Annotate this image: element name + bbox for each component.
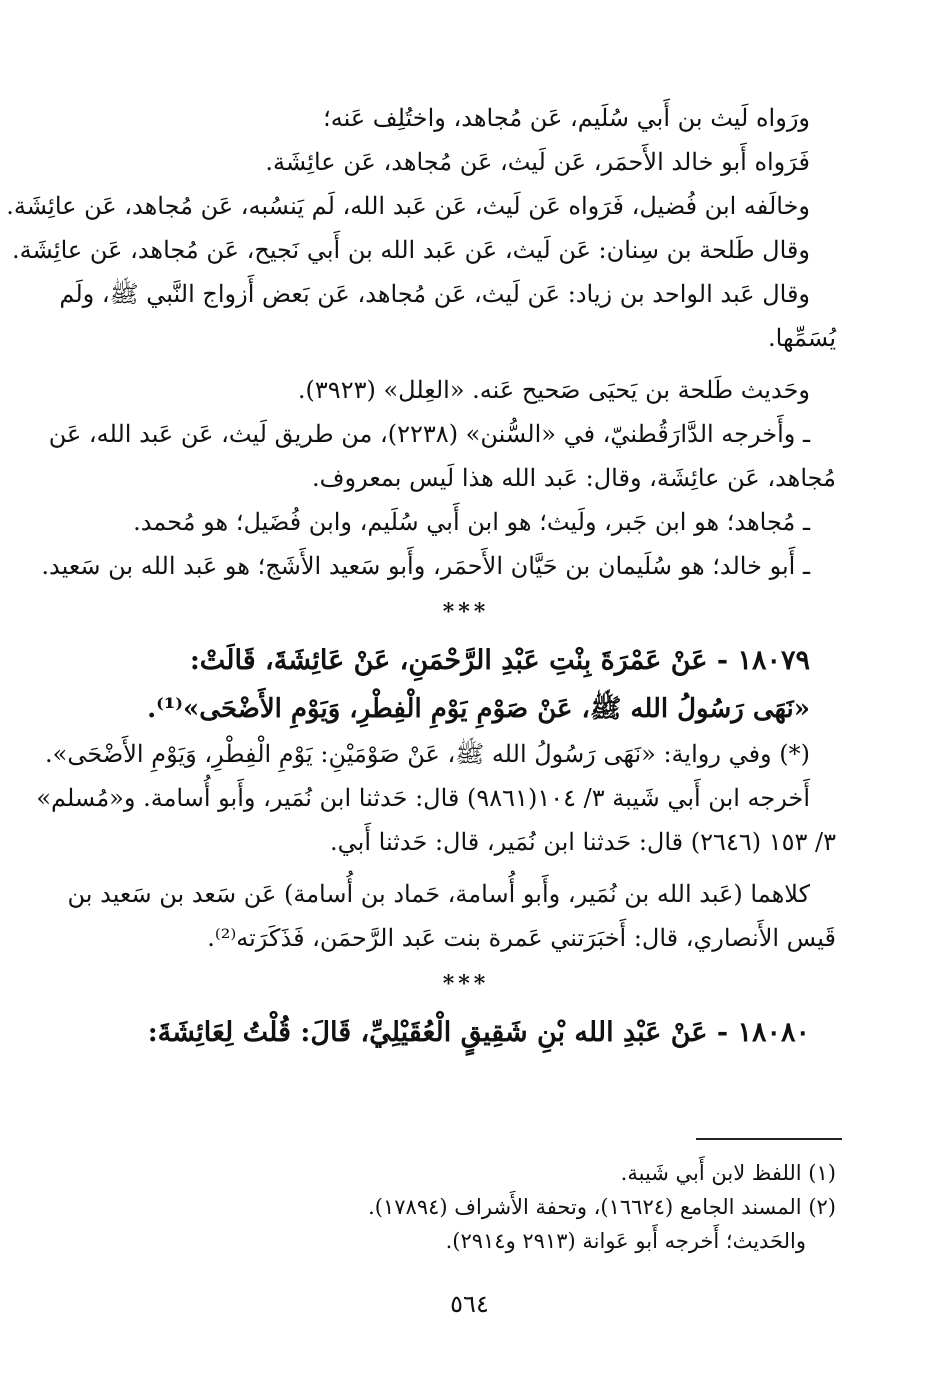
section-separator: *** <box>442 971 490 997</box>
sanad-line: قَيس الأَنصاري، قال: أَخبَرَتني عَمرة بنت عَبد الرَّحمَن، فَذَكَرَته⁽²⁾. <box>207 924 836 952</box>
hadith-isnad: عَنْ عَمْرَةَ بِنْتِ عَبْدِ الرَّحْمَنِ، عَنْ عَائِشَةَ، قَالَتْ: <box>189 645 708 676</box>
footnotes <box>96 1156 836 1258</box>
sanad-line: كلاهما (عَبد الله بن نُمَير، وأَبو أُسامة، حَماد بن أُسامة) عَن سَعد بن سَعيد بن <box>67 880 810 908</box>
text-line: يُسَمِّها. <box>768 324 836 352</box>
hadith-dash: - <box>707 645 738 676</box>
main-text <box>6 96 836 1058</box>
text-line: ورَواه لَيث بن أَبي سُلَيم، عَن مُجاهد، واختُلِف عَنه؛ <box>323 104 810 132</box>
hadith-dash: - <box>707 1017 738 1048</box>
footnote: (٢) المسند الجامع (١٦٦٢٤)، وتحفة الأَشراف (١٧٨٩٤). <box>368 1195 836 1219</box>
text-line: وقال طَلحة بن سِنان: عَن لَيث، عَن عَبد الله بن أَبي نَجيح، عَن مُجاهد، عَن عائِشَة. <box>12 236 810 264</box>
hadith-isnad: عَنْ عَبْدِ الله بْنِ شَقِيقٍ الْعُقَيْلِيِّ، قَالَ: قُلْتُ لِعَائِشَةَ: <box>147 1017 708 1048</box>
text-line: وحَديث طَلحة بن يَحيَى صَحيح عَنه. «العِلل» (٣٩٢٣). <box>297 376 810 404</box>
hadith-number: ١٨٠٨٠ <box>737 1017 810 1048</box>
page-number: ٥٦٤ <box>450 1290 489 1318</box>
hadith-matn: «نَهَى رَسُولُ الله ﷺ، عَنْ صَوْمِ يَوْمِ الْفِطْرِ، وَيَوْمِ الأَضْحَى»⁽¹⁾. <box>147 694 810 724</box>
text-line: ـ أَبو خالد؛ هو سُلَيمان بن حَيَّان الأَحمَر، وأَبو سَعيد الأَشَج؛ هو عَبد الله بن سَعيد. <box>41 552 810 580</box>
text-line: وخالَفه ابن فُضيل، فَرَواه عَن لَيث، عَن عَبد الله، لَم يَنسُبه، عَن مُجاهد، عَن عائِشَة. <box>6 192 810 220</box>
takhrij-line: أَخرجه ابن أَبي شَيبة ٣/ ١٠٤(٩٨٦١) قال: حَدثنا ابن نُمَير، وأَبو أُسامة. و«مُسلم» <box>36 784 810 812</box>
text-line: وقال عَبد الواحد بن زياد: عَن لَيث، عَن مُجاهد، عَن بَعض أَزواج النَّبي ﷺ، ولَم <box>59 280 810 308</box>
hadith-riwaya: (*) وفي رواية: «نَهَى رَسُولُ الله ﷺ، عَنْ صَوْمَيْنِ: يَوْمِ الْفِطْرِ، وَيَوْمِ الأَضْحَى». <box>45 740 810 768</box>
takhrij-line: ٣/ ١٥٣ (٢٦٤٦) قال: حَدثنا ابن نُمَير، قال: حَدثنا أَبي. <box>330 828 836 856</box>
text-line: فَرَواه أَبو خالد الأَحمَر، عَن لَيث، عَن مُجاهد، عَن عائِشَة. <box>265 148 810 176</box>
hadith-heading <box>96 1008 836 1058</box>
footnote: والحَديث؛ أَخرجه أَبو عَوانة (٢٩١٣ و٢٩١٤). <box>445 1229 806 1253</box>
text-line: ـ وأَخرجه الدَّارَقُطنيّ، في «السُّنن» (٢٢٣٨)، من طريق لَيث، عَن عَبد الله، عَن <box>48 420 810 448</box>
footnote: (١) اللفظ لابن أَبي شَيبة. <box>620 1161 836 1185</box>
hadith-heading <box>96 636 836 686</box>
footnote-rule <box>696 1138 842 1140</box>
hadith-number: ١٨٠٧٩ <box>737 645 810 676</box>
text-line: مُجاهد، عَن عائِشَة، وقال: عَبد الله هذا لَيس بمعروف. <box>311 464 836 492</box>
text-line: ـ مُجاهد؛ هو ابن جَبر، ولَيث؛ هو ابن أَبي سُلَيم، وابن فُضَيل؛ هو مُحمد. <box>133 508 810 536</box>
section-separator: *** <box>442 599 490 625</box>
